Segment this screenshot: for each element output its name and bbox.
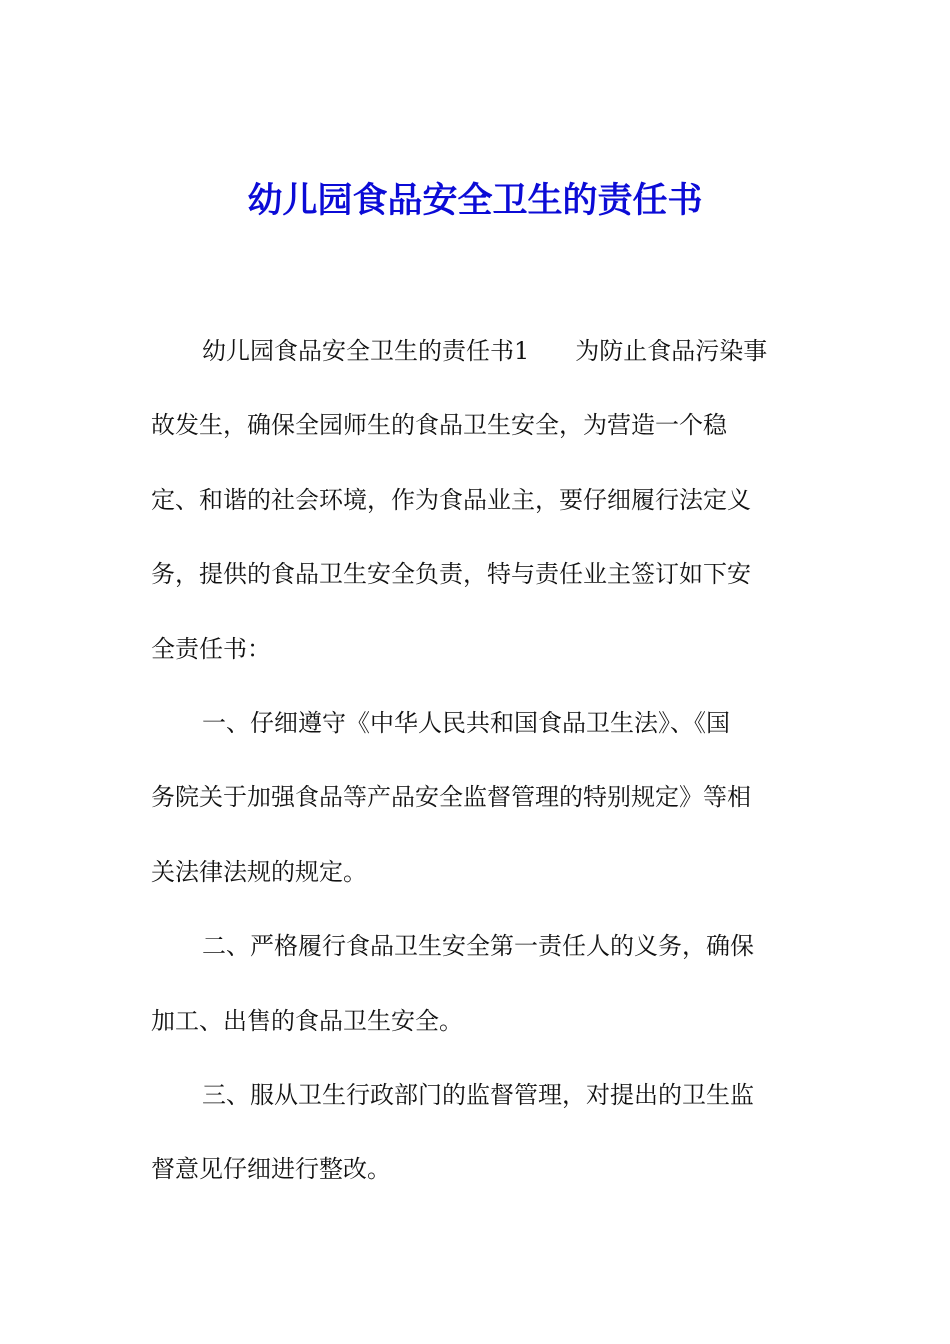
paragraph-line: 务，提供的食品卫生安全负责，特与责任业主签订如下安 — [151, 560, 751, 589]
paragraph-line: 加工、出售的食品卫生安全。 — [151, 1006, 463, 1035]
paragraph-line: 一、仔细遵守《中华人民共和国食品卫生法》、《国 — [202, 708, 730, 737]
paragraph-line: 督意见仔细进行整改。 — [151, 1155, 391, 1184]
paragraph-line: 定、和谐的社会环境，作为食品业主，要仔细履行法定义 — [151, 485, 751, 514]
paragraph-line: 全责任书： — [151, 634, 271, 663]
document-body — [151, 326, 811, 1219]
paragraph-text: 为防止食品污染事 — [575, 337, 768, 365]
paragraph-line: 二、严格履行食品卫生安全第一责任人的义务，确保 — [202, 932, 754, 961]
paragraph-line: 务院关于加强食品等产品安全监督管理的特别规定》等相 — [151, 783, 751, 812]
paragraph-line: 关法律法规的规定。 — [151, 857, 367, 886]
section-heading: 幼儿园食品安全卫生的责任书1 — [202, 337, 530, 365]
paragraph-line: 三、服从卫生行政部门的监督管理，对提出的卫生监 — [202, 1080, 754, 1109]
paragraph-line — [151, 326, 811, 400]
document-title: 幼儿园食品安全卫生的责任书 — [247, 181, 703, 221]
paragraph-line: 故发生，确保全园师生的食品卫生安全，为营造一个稳 — [151, 411, 727, 440]
